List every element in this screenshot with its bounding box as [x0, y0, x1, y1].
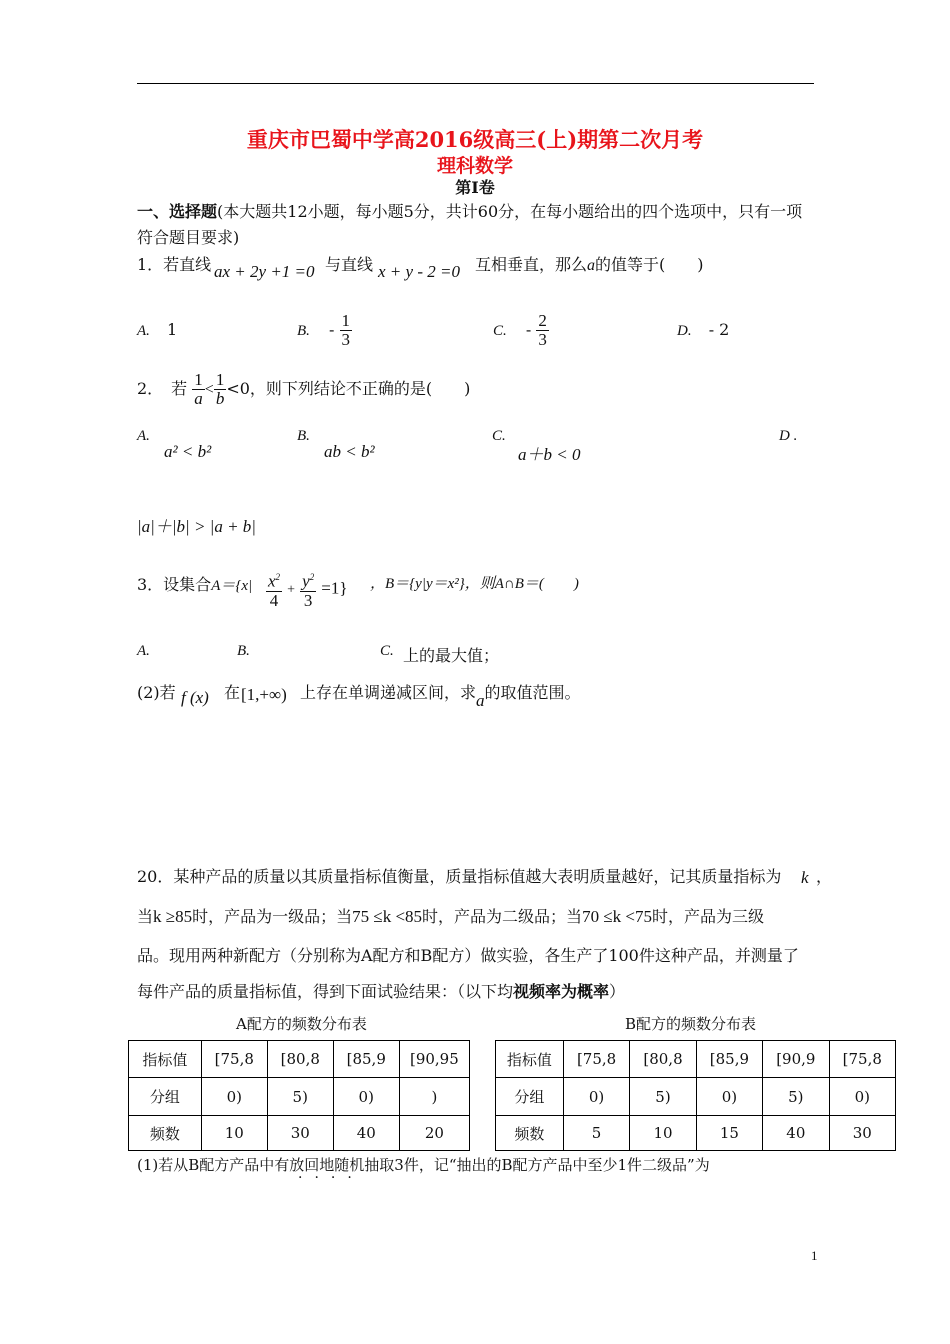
- q3-stem: [137, 572, 252, 595]
- table-a-row: [129, 1116, 470, 1151]
- table-a-cell: 5): [267, 1078, 333, 1116]
- table-b-cell: 40: [763, 1116, 829, 1151]
- table-b-title: B配方的频数分布表: [625, 1015, 757, 1033]
- q3-tail: A∩B＝( ): [494, 576, 579, 592]
- table-a-cell: ): [399, 1078, 469, 1116]
- table-b-cell: [80,8: [630, 1041, 696, 1078]
- q19-part2-text2: 上存在单调递减区间，求: [300, 683, 477, 702]
- q20-cond3: 70 ≤k <75: [582, 907, 652, 926]
- q1-suffix2: 的值等于( ): [595, 255, 704, 274]
- table-a-cell: [80,8: [267, 1041, 333, 1078]
- q1-prefix: 1．若直线: [137, 255, 212, 274]
- table-b-cell: 0): [696, 1078, 762, 1116]
- q20-line1: 20．某种产品的质量以其质量指标值衡量，质量指标值越大表明质量越好，记其质量指标为: [137, 867, 782, 886]
- table-b-cell: [75,8: [829, 1041, 895, 1078]
- table-b-cell: 指标值: [496, 1041, 564, 1078]
- q3-option-a: A.: [137, 643, 150, 659]
- q1-option-b: [297, 312, 352, 349]
- emphasis-dots: ····: [298, 1170, 364, 1186]
- table-b-cell: 0): [563, 1078, 629, 1116]
- q1-option-a: [137, 320, 177, 340]
- table-b-cell: 30: [829, 1116, 895, 1151]
- q20-line2c: 时，产品为二级品；当: [422, 907, 583, 926]
- q1-option-c-sign: -: [525, 320, 532, 339]
- q3-prefix: 3．设集合: [137, 575, 212, 594]
- q2-frac-a: $\frac{1}{a}$: [194, 370, 203, 408]
- table-b-row: [496, 1116, 896, 1151]
- q20-line4c: ）: [609, 982, 626, 1001]
- section1-intro-line1: [137, 199, 802, 222]
- table-a-cell: 20: [399, 1116, 469, 1151]
- table-a-cell: 指标值: [129, 1041, 202, 1078]
- q20-cond2: 75 ≤k <85: [352, 907, 423, 926]
- q1-line1-eq: ax + 2y +1 =0: [214, 262, 315, 281]
- table-a-cell: 0): [333, 1078, 399, 1116]
- q3-option-b: B.: [237, 643, 250, 659]
- page-subtitle: 理科数学: [436, 155, 513, 177]
- table-b-cell: 10: [630, 1116, 696, 1151]
- q1-suffix-text: 互相垂直，那么: [475, 255, 588, 274]
- q1-option-a-value: 1: [167, 320, 178, 339]
- q2-option-d-expr: |a|＋|b| > |a + b|: [137, 517, 256, 536]
- q1-option-a-label: A.: [137, 323, 150, 339]
- q1-suffix: [475, 252, 704, 275]
- table-b-cell: 5): [763, 1078, 829, 1116]
- q2-option-b-expr: ab < b²: [324, 442, 375, 461]
- table-a-cell: 10: [201, 1116, 267, 1151]
- q20-part1: (1)若从B配方产品中有放回地随机抽取3件，记“抽出的B配方产品中至少1件二级品”为: [137, 1156, 710, 1174]
- table-b-cell: [90,9: [763, 1041, 829, 1078]
- table-a-cell: 频数: [129, 1116, 202, 1151]
- q2-cond-tail: <0，则下列结论不正确的是( ): [226, 379, 471, 398]
- q3-frac-y: $\frac{y^2}{3}$: [300, 568, 316, 610]
- table-b-cell: 分组: [496, 1078, 564, 1116]
- q1-option-c: [493, 312, 549, 349]
- q20-line2: [137, 904, 764, 927]
- q20-line2d: 时，产品为三级: [651, 907, 764, 926]
- q20-line2b: 时，产品为一级品；当: [192, 907, 353, 926]
- volume-label: 第Ⅰ卷: [455, 178, 495, 197]
- q2-option-a-expr: a² < b²: [164, 442, 212, 461]
- table-a-cell: 0): [201, 1078, 267, 1116]
- q2-option-b-label: B.: [297, 428, 310, 444]
- q1-option-d: [677, 320, 729, 340]
- q1-option-c-frac: [536, 312, 549, 349]
- q3-frac-x: $\frac{x^2}{4}$: [266, 568, 282, 610]
- q19-part2-fx: f (x): [181, 688, 209, 707]
- q20-line4: [137, 979, 625, 1002]
- q3-setA-tail: =1}: [321, 578, 348, 598]
- table-b-cell: 频数: [496, 1116, 564, 1151]
- q2-prefix: 2． 若: [137, 379, 188, 398]
- q3-option-c: C.: [380, 643, 394, 659]
- page-number: 1: [811, 1248, 818, 1263]
- table-a-cell: [90,95: [399, 1041, 469, 1078]
- q2-option-a-label: A.: [137, 428, 150, 444]
- q19-part2-interval: [1,+∞): [241, 685, 287, 704]
- table-a-title: A配方的频数分布表: [236, 1015, 367, 1033]
- table-a-cell: [85,9: [333, 1041, 399, 1078]
- q2-frac-b: $\frac{1}{b}$: [215, 370, 225, 408]
- table-b-row: [496, 1078, 896, 1116]
- q1-option-b-den: 3: [341, 330, 351, 349]
- table-a-cell: 30: [267, 1116, 333, 1151]
- section1-intro-line2: 符合题目要求): [137, 228, 240, 247]
- q1-option-b-frac: [340, 312, 353, 349]
- table-a-row: [129, 1041, 470, 1078]
- table-b-cell: 0): [829, 1078, 895, 1116]
- q3-setA-head: A＝{x|: [211, 578, 253, 594]
- q19-part2-zai: 在: [224, 683, 241, 702]
- q1-option-b-label: B.: [297, 323, 310, 339]
- table-b-cell: 5): [630, 1078, 696, 1116]
- q19-part2-var: a: [476, 691, 485, 710]
- q2-stem: 2． 若 $\frac{1}{a}$ < $\frac{1}{b}$ <0，则下列结论不正确的是( ): [137, 370, 471, 408]
- q1-line2-eq: x + y - 2 =0: [378, 262, 460, 281]
- q19-part2-text1: (2)若: [137, 683, 176, 702]
- table-b-cell: 15: [696, 1116, 762, 1151]
- q3-setA-fractions: $\frac{x^2}{4}$ + $\frac{y^2}{3}$ =1}: [266, 568, 348, 610]
- table-a: [128, 1040, 470, 1151]
- table-a-row: [129, 1078, 470, 1116]
- q1-option-b-sign: -: [329, 320, 335, 339]
- q1-option-c-den: 3: [538, 330, 547, 349]
- q2-option-c-label: C.: [492, 428, 506, 444]
- section1-intro: (本大题共12小题，每小题5分，共计60分，在每小题给出的四个选项中，只有一项: [217, 202, 803, 221]
- q20-line4a: 每件产品的质量指标值，得到下面试验结果：（以下均: [137, 982, 514, 1001]
- table-b-row: [496, 1041, 896, 1078]
- q2-option-c-expr: a＋b < 0: [518, 445, 581, 464]
- q20-k: k: [801, 868, 809, 887]
- table-b-cell: 5: [563, 1116, 629, 1151]
- table-a-cell: [75,8: [201, 1041, 267, 1078]
- page-title: 重庆市巴蜀中学高2016级高三(上)期第二次月考: [246, 127, 704, 152]
- q20-cond1: k ≥85: [153, 907, 193, 926]
- q20-line2a: 当: [137, 907, 154, 926]
- q19-part2-text: [300, 680, 581, 710]
- q2-option-d-label: D .: [779, 428, 798, 444]
- q1-option-c-label: C.: [493, 323, 507, 339]
- q20-line3: 品。现用两种新配方（分别称为A配方和B配方）做实验，各生产了100件这种产品，并测量了: [137, 946, 799, 965]
- q19-part2-text3: 的取值范围。: [484, 683, 581, 702]
- q1-option-b-num: 1: [341, 311, 351, 330]
- q3-option-c-text: 上的最大值；: [403, 646, 500, 665]
- q1-option-d-label: D.: [677, 323, 692, 339]
- section1-heading: 一、选择题: [137, 202, 218, 221]
- q1-var: a: [587, 257, 596, 274]
- q20-comma: ，: [816, 867, 833, 886]
- table-b-cell: [75,8: [563, 1041, 629, 1078]
- q3-setB: [370, 572, 579, 593]
- q3-setB-text: ，B＝{y|y＝x²}，则: [370, 576, 495, 592]
- table-b: [495, 1040, 896, 1151]
- table-b-cell: [85,9: [696, 1041, 762, 1078]
- header-rule: [137, 83, 814, 84]
- q1-option-c-num: 2: [538, 311, 547, 330]
- q20-line4b: 视频率为概率: [513, 982, 610, 1001]
- table-a-cell: 40: [333, 1116, 399, 1151]
- table-a-cell: 分组: [129, 1078, 202, 1116]
- q1-mid: 与直线: [325, 255, 374, 274]
- q1-option-d-value: - 2: [708, 320, 730, 339]
